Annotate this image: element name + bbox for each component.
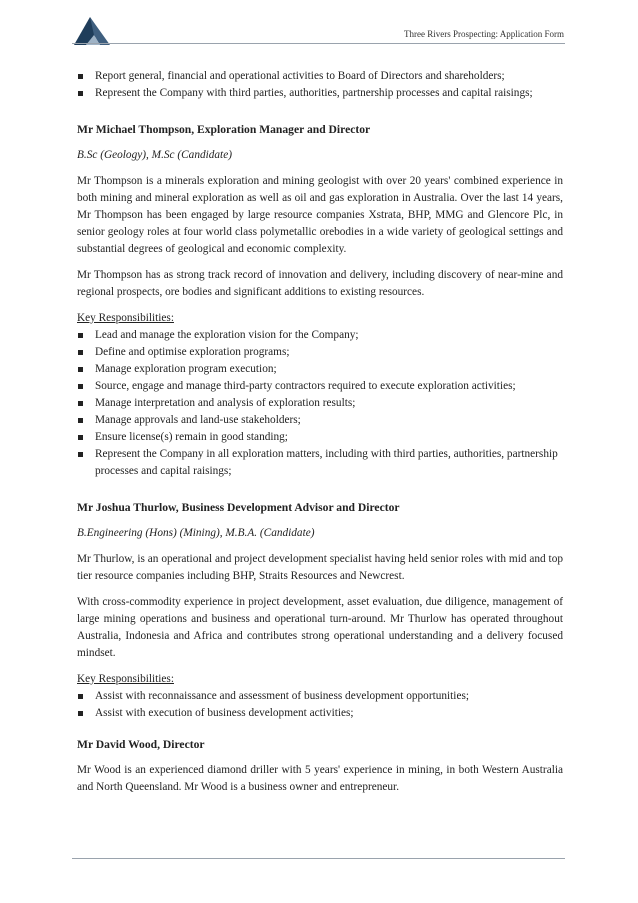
thurlow-name: Mr Joshua Thurlow, Business Development Advisor and Director (77, 501, 400, 514)
bullet-item: Ensure license(s) remain in good standing; (77, 429, 563, 446)
thompson-qualifications: B.Sc (Geology), M.Sc (Candidate) (77, 149, 232, 161)
thurlow-responsibilities-heading: Key Responsibilities: (77, 673, 174, 685)
bullet-item: Manage exploration program execution; (77, 361, 563, 378)
wood-bio-paragraph: Mr Wood is an experienced diamond driller with 5 years' experience in mining, in both Western Australia and North Queensland. Mr Wood is a business owner and entrepreneur. (77, 764, 563, 793)
bullet-item: Define and optimise exploration programs; (77, 344, 563, 361)
thompson-responsibilities-list (77, 327, 563, 480)
thompson-name: Mr Michael Thompson, Exploration Manager and Director (77, 123, 371, 136)
bullet-item: Source, engage and manage third-party contractors required to execute exploration activities; (77, 378, 563, 395)
thompson-bio-paragraph: Mr Thompson is a minerals exploration and mining geologist with over 20 years' combined experience in both mining and mineral exploration as well as oil and gas exploration in Australia. Over the last 14 years, Mr Thompson has been engaged by large resource companies Xstrata, BHP, MMG and Glencore Plc, in senior geology roles at four world class polymetallic orebodies in a wide variety of geological settings and substantial degrees of geological and economic complexity. (77, 175, 563, 255)
thurlow-bio-paragraph: Mr Thurlow, is an operational and project development specialist having held senior roles with mid and top tier resource companies including BHP, Straits Resources and Newcrest. (77, 553, 563, 582)
bullet-item: Represent the Company with third parties, authorities, partnership processes and capital raisings; (77, 85, 563, 102)
bullet-item: Manage approvals and land-use stakeholders; (77, 412, 563, 429)
bullet-item: Assist with reconnaissance and assessment of business development opportunities; (77, 688, 563, 705)
thompson-responsibilities-heading: Key Responsibilities: (77, 312, 174, 324)
header-title: Three Rivers Prospecting: Application Form (404, 29, 564, 39)
bullet-item: Report general, financial and operational activities to Board of Directors and shareholders; (77, 68, 563, 85)
document-body (77, 68, 563, 796)
thurlow-qualifications: B.Engineering (Hons) (Mining), M.B.A. (Candidate) (77, 527, 315, 539)
company-logo (72, 14, 112, 46)
header-divider (72, 43, 565, 44)
thompson-track-record-paragraph: Mr Thompson has as strong track record of innovation and delivery, including discovery of near-mine and regional prospects, ore bodies and significant additions to existing resources. (77, 269, 563, 298)
intro-bullet-list (77, 68, 563, 102)
bullet-item: Lead and manage the exploration vision for the Company; (77, 327, 563, 344)
bullet-item: Represent the Company in all exploration matters, including with third parties, authorities, partnership processes and capital raisings; (77, 446, 563, 480)
thurlow-experience-paragraph: With cross-commodity experience in project development, asset evaluation, due diligence, management of large mining operations and business and operational turn-around. Mr Thurlow has operated throughout Australia, Indonesia and Africa and contributes strong operational understanding and a delivery focused mindset. (77, 596, 563, 659)
wood-name: Mr David Wood, Director (77, 738, 205, 751)
footer-divider (72, 858, 565, 859)
bullet-item: Assist with execution of business development activities; (77, 705, 563, 722)
bullet-item: Manage interpretation and analysis of exploration results; (77, 395, 563, 412)
thurlow-responsibilities-list (77, 688, 563, 722)
